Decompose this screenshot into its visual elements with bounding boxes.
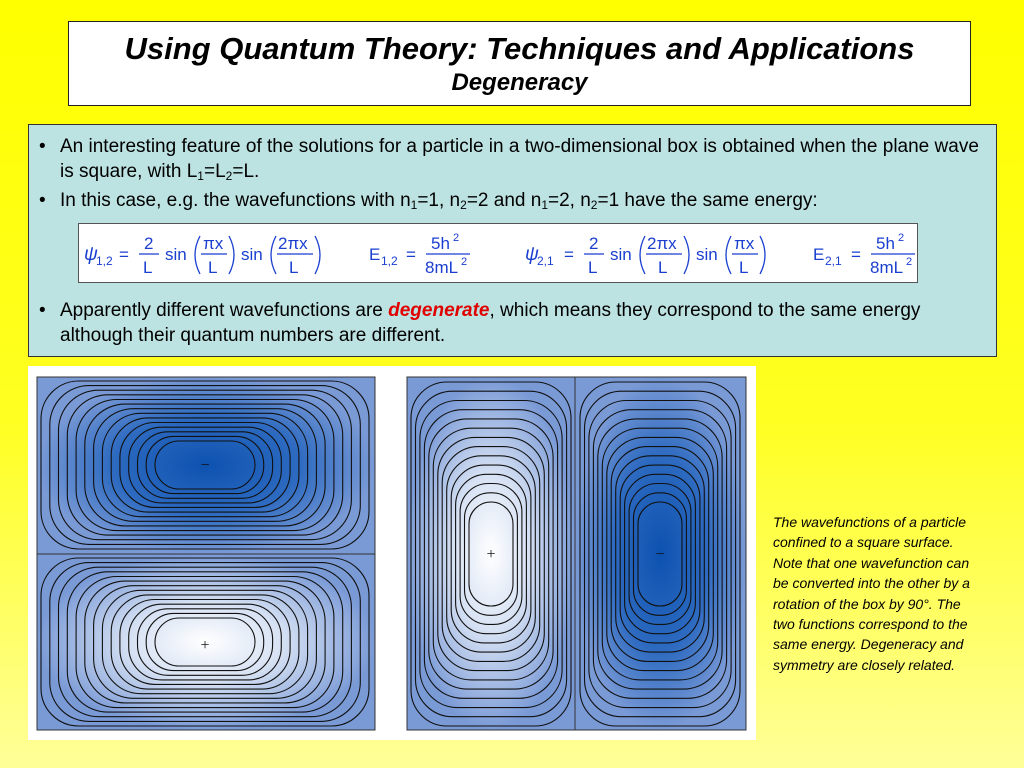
left-top-sign: − — [200, 457, 210, 474]
title-box — [68, 21, 971, 106]
numerator-2pi-x: 2πx — [647, 234, 677, 253]
energy-12-equation — [369, 232, 470, 277]
equations-svg — [79, 224, 919, 284]
equals-sign: = — [564, 245, 574, 264]
denominator-L: L — [289, 258, 299, 277]
psi-symbol: ψ — [84, 244, 98, 265]
bullet-text-part: An interesting feature of the solutions for a particle in a two-dimensional box is obtained when the plane wave is square, with L — [60, 136, 979, 182]
psi-12-equation — [84, 234, 320, 277]
superscript: 2 — [453, 232, 460, 244]
right-paren-icon — [684, 236, 689, 274]
left-paren-icon — [640, 236, 645, 274]
bullet-degenerate — [39, 298, 984, 348]
bullet-square-box — [39, 134, 984, 184]
left-paren-icon — [271, 236, 276, 274]
left-paren-icon — [195, 236, 200, 274]
subscript: 1 — [541, 198, 548, 212]
subscript: 2 — [590, 198, 598, 212]
bullet-dot: • — [39, 300, 46, 321]
right-paren-icon — [229, 236, 234, 274]
denominator-L: L — [588, 258, 598, 277]
wavefunction-figure — [28, 366, 756, 740]
bullet-text-part: Apparently different wavefunctions are — [60, 300, 389, 321]
bullet-dot: • — [39, 136, 46, 157]
right-left-sign: + — [486, 546, 496, 563]
equals-sign: = — [119, 245, 129, 264]
numerator-5h: 5h — [876, 234, 895, 253]
right-paren-icon — [760, 236, 765, 274]
numerator-two: 2 — [144, 234, 154, 253]
energy-21-equation — [813, 232, 915, 277]
psi-symbol: ψ — [525, 244, 539, 265]
bullet-dot: • — [39, 190, 46, 211]
subscript: 2 — [460, 198, 467, 212]
content-box — [28, 124, 997, 357]
bullet-text-part: =1, n — [417, 190, 461, 211]
right-paren-icon — [315, 236, 320, 274]
equals-sign: = — [406, 245, 416, 264]
subscript: 1 — [410, 198, 418, 212]
subscript: 1 — [197, 169, 204, 183]
sin-function: sin — [241, 245, 263, 264]
denominator-8mL: 8mL — [425, 258, 459, 277]
bullet-text — [60, 134, 984, 184]
bullet-text-part: =L — [203, 161, 226, 182]
left-bottom-sign: + — [200, 637, 210, 654]
right-right-sign: − — [655, 546, 665, 563]
equals-sign: = — [851, 245, 861, 264]
bullet-text-part: =1 have the same energy: — [597, 190, 818, 211]
bullet-text-part: =L. — [232, 161, 260, 182]
denominator-L: L — [208, 258, 218, 277]
bullet-text-part: =2, n — [548, 190, 591, 211]
bullet-text-part: In this case, e.g. the wavefunctions with n — [60, 190, 411, 211]
superscript: 2 — [461, 256, 468, 268]
sin-function: sin — [165, 245, 187, 264]
denominator-L: L — [143, 258, 153, 277]
denominator-8mL: 8mL — [870, 258, 904, 277]
bullet-text-part: , which means they correspond to the same energy although their quantum numbers are different. — [60, 300, 921, 346]
psi-subscript: 1,2 — [96, 254, 113, 268]
bullet-text — [60, 298, 984, 348]
numerator-5h: 5h — [431, 234, 450, 253]
bullet-same-energy — [39, 188, 984, 213]
superscript: 2 — [898, 232, 905, 244]
slide-title: Using Quantum Theory: Techniques and Applications — [124, 31, 915, 66]
bullet-text-part: =2 and n — [466, 190, 542, 211]
subscript: 2 — [225, 169, 233, 183]
contour-plots-svg — [28, 366, 756, 740]
sin-function: sin — [610, 245, 632, 264]
denominator-L: L — [739, 258, 749, 277]
equation-box — [78, 223, 918, 283]
psi-21-equation — [525, 234, 765, 277]
superscript: 2 — [906, 256, 913, 268]
numerator-pi-x: πx — [734, 234, 755, 253]
bullet-text — [60, 188, 984, 213]
energy-symbol: E — [369, 245, 381, 264]
left-paren-icon — [726, 236, 731, 274]
numerator-pi-x: πx — [203, 234, 224, 253]
numerator-2pi-x: 2πx — [278, 234, 308, 253]
psi-subscript: 2,1 — [537, 254, 554, 268]
denominator-L: L — [658, 258, 668, 277]
sin-function: sin — [696, 245, 718, 264]
degenerate-highlight: degenerate — [388, 300, 490, 321]
energy-subscript: 2,1 — [825, 254, 842, 268]
slide-subtitle: Degeneracy — [451, 69, 588, 96]
energy-symbol: E — [813, 245, 825, 264]
numerator-two: 2 — [589, 234, 599, 253]
figure-caption: The wavefunctions of a particle confined to a square surface. Note that one wavefunction can be converted into the other by a rotation of the box by 90°. The two functions correspond to the same energy. Degeneracy and symmetry are closely related. — [773, 514, 970, 673]
energy-subscript: 1,2 — [381, 254, 398, 268]
